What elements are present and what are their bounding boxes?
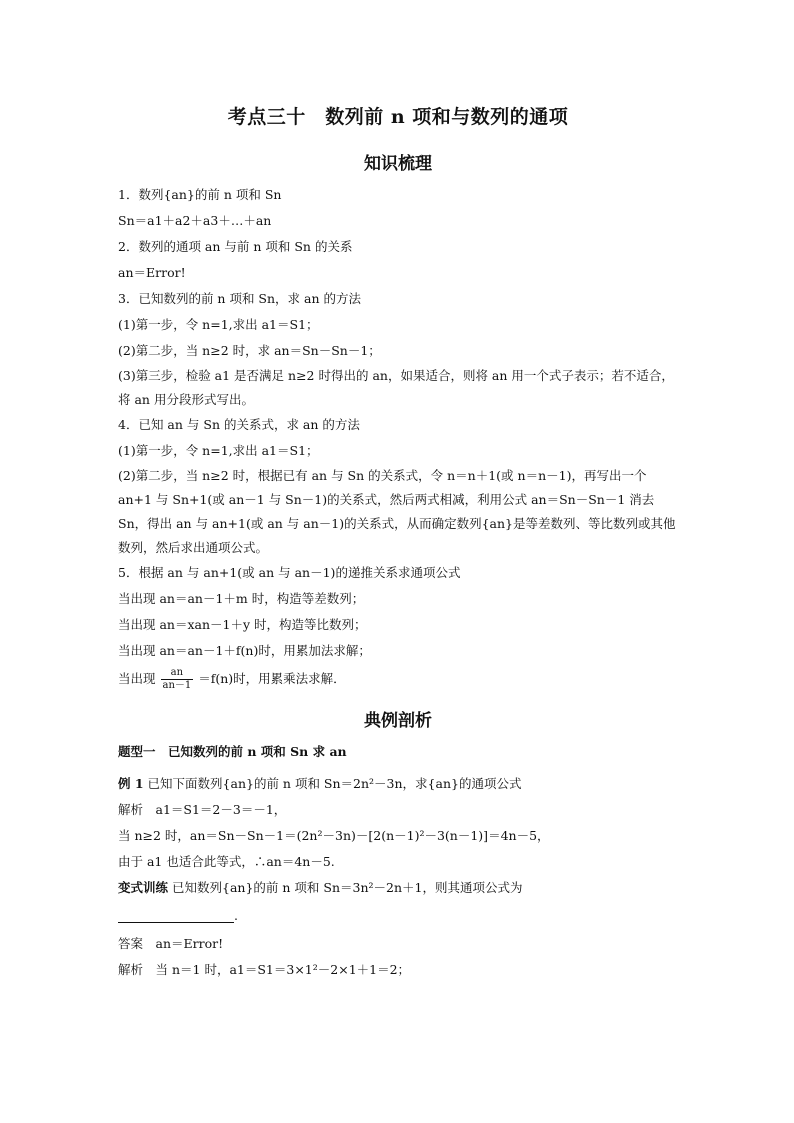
section-heading-knowledge: 知识梳理 [364, 154, 432, 174]
example-1-label: 例 1 [118, 776, 144, 791]
variant-answer: 答案 an＝Error! [118, 936, 224, 951]
point-5-line-4 [118, 664, 678, 694]
answer-blank [118, 908, 234, 923]
point-5-heading: 5．根据 an 与 an+1(或 an 与 an－1)的递推关系求通项公式 [118, 565, 461, 580]
example-1-text: 已知下面数列{an}的前 n 项和 Sn＝2n²－3n，求{an}的通项公式 [147, 776, 522, 791]
point-5-line-3: 当出现 an＝an－1＋f(n)时，用累加法求解； [118, 643, 371, 658]
document-page [118, 96, 678, 983]
point-3-step-2: (2)第二步，当 n≥2 时，求 an＝Sn－Sn－1； [118, 343, 381, 358]
point-2-formula: an＝Error! [118, 265, 186, 280]
blank-period: . [234, 908, 238, 923]
point-3-step-3: (3)第三步，检验 a1 是否满足 n≥2 时得出的 an，如果适合，则将 an 用一个式子表示；若不适合，将 an 用分段形式写出。 [118, 368, 674, 407]
point-5-line-2: 当出现 an＝xan－1＋y 时，构造等比数列； [118, 617, 367, 632]
variant-solution-line-1: 解析 当 n＝1 时，a1＝S1＝3×1²－2×1＋1＝2； [118, 962, 411, 977]
point-4-heading: 4．已知 an 与 Sn 的关系式，求 an 的方法 [118, 417, 360, 432]
variant-exercise [118, 875, 678, 901]
point-2-heading: 2．数列的通项 an 与前 n 项和 Sn 的关系 [118, 239, 353, 254]
example-1-solution-line-1: 解析 a1＝S1＝2－3＝－1， [118, 802, 287, 817]
line-4-suffix: ＝f(n)时，用累乘法求解． [198, 671, 346, 686]
point-4-step-1: (1)第一步，令 n=1,求出 a1＝S1； [118, 443, 319, 458]
example-1-solution-line-3: 由于 a1 也适合此等式，∴an＝4n－5. [118, 854, 335, 869]
point-5-line-1: 当出现 an＝an－1＋m 时，构造等差数列； [118, 591, 365, 606]
point-1-formula: Sn＝a1＋a2＋a3＋…＋an [118, 213, 272, 228]
ratio-fraction [161, 667, 194, 692]
point-1-heading: 1．数列{an}的前 n 项和 Sn [118, 187, 282, 202]
variant-text: 已知数列{an}的前 n 项和 Sn＝3n²－2n＋1，则其通项公式为 [172, 880, 523, 895]
fraction-denominator: an－1 [162, 680, 192, 691]
line-4-prefix: 当出现 [118, 671, 156, 686]
variant-label: 变式训练 [118, 880, 169, 895]
example-1-solution-line-2: 当 n≥2 时，an＝Sn－Sn－1＝(2n²－3n)－[2(n－1)²－3(n－1)]＝4n－5， [118, 828, 550, 843]
question-type-heading: 题型一 已知数列的前 n 项和 Sn 求 an [118, 744, 347, 759]
fraction-numerator: an [161, 667, 194, 680]
answer-blank-line [118, 901, 678, 931]
page-title: 考点三十 数列前 n 项和与数列的通项 [227, 106, 569, 128]
point-4-step-2: (2)第二步，当 n≥2 时，根据已有 an 与 Sn 的关系式，令 n＝n＋1(或 n＝n－1)，再写出一个 an+1 与 Sn+1(或 an－1 与 Sn－1)的关系式，然后两式相减，利用公式 an＝Sn－Sn－1 消去 Sn，得出 an 与 an+1(或 an 与 an－1)的关系式，从而确定数列{an}是等差数列、等比数列或其他数列，然后求出通项公式。 [118, 468, 676, 555]
section-heading-examples: 典例剖析 [364, 711, 432, 731]
example-1 [118, 771, 678, 797]
point-3-step-1: (1)第一步，令 n=1,求出 a1＝S1； [118, 317, 319, 332]
point-3-heading: 3．已知数列的前 n 项和 Sn，求 an 的方法 [118, 291, 361, 306]
